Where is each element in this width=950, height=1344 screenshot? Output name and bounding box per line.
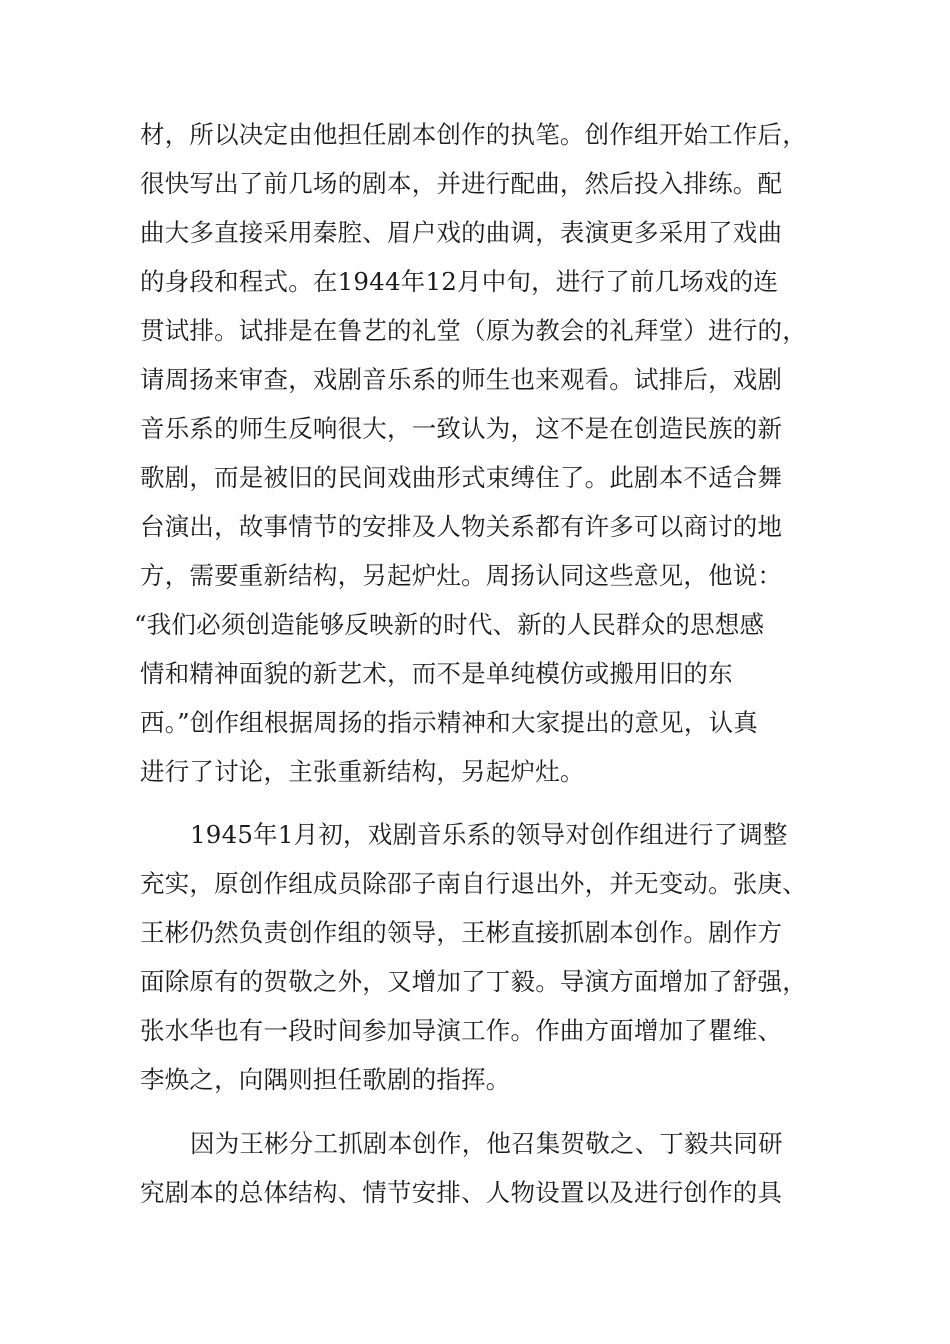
text-line: 究剧本的总体结构、情节安排、人物设置以及进行创作的具 [140,1178,783,1207]
text-line: 方，需要重新结构，另起炉灶。周扬认同这些意见，他说： [140,561,783,590]
text-line: “我们必须创造能够反映新的时代、新的人民群众的思想感 [134,610,765,639]
text-line: 充实，原创作组成员除邵子南自行退出外，并无变动。张庚、 [140,869,807,898]
text-line: 情和精神面貌的新艺术，而不是单纯模仿或搬用旧的东 [140,659,733,688]
text-line: 贯试排。试排是在鲁艺的礼堂（原为教会的礼拜堂）进行的， [140,316,807,345]
text-line: 曲大多直接采用秦腔、眉户戏的曲调，表演更多采用了戏曲 [140,218,783,247]
text-line: 张水华也有一段时间参加导演工作。作曲方面增加了瞿维、 [140,1016,783,1045]
text-line: 台演出，故事情节的安排及人物关系都有许多可以商讨的地 [140,512,783,541]
text-line: 音乐系的师生反响很大，一致认为，这不是在创造民族的新 [140,414,783,443]
text-line: 进行了讨论，主张重新结构，另起炉灶。 [140,757,585,786]
text-line: 李焕之，向隅则担任歌剧的指挥。 [140,1065,511,1094]
text-line: 材，所以决定由他担任剧本创作的执笔。创作组开始工作后， [140,120,807,149]
text-line: 请周扬来审查，戏剧音乐系的师生也来观看。试排后，戏剧 [140,365,783,394]
paragraph-first-line: 因为王彬分工抓剧本创作，他召集贺敬之、丁毅共同研 [190,1129,783,1158]
paragraph-first-line: 1945年1月初，戏剧音乐系的领导对创作组进行了调整 [190,820,788,849]
text-line: 面除原有的贺敬之外，又增加了丁毅。导演方面增加了舒强， [140,967,807,996]
text-line: 歌剧，而是被旧的民间戏曲形式束缚住了。此剧本不适合舞 [140,463,783,492]
text-line: 王彬仍然负责创作组的领导，王彬直接抓剧本创作。剧作方 [140,918,783,947]
text-line: 很快写出了前几场的剧本，并进行配曲，然后投入排练。配 [140,169,783,198]
text-line: 西。”创作组根据周扬的指示精神和大家提出的意见，认真 [140,708,758,737]
text-line: 的身段和程式。在1944年12月中旬，进行了前几场戏的连 [140,267,779,296]
